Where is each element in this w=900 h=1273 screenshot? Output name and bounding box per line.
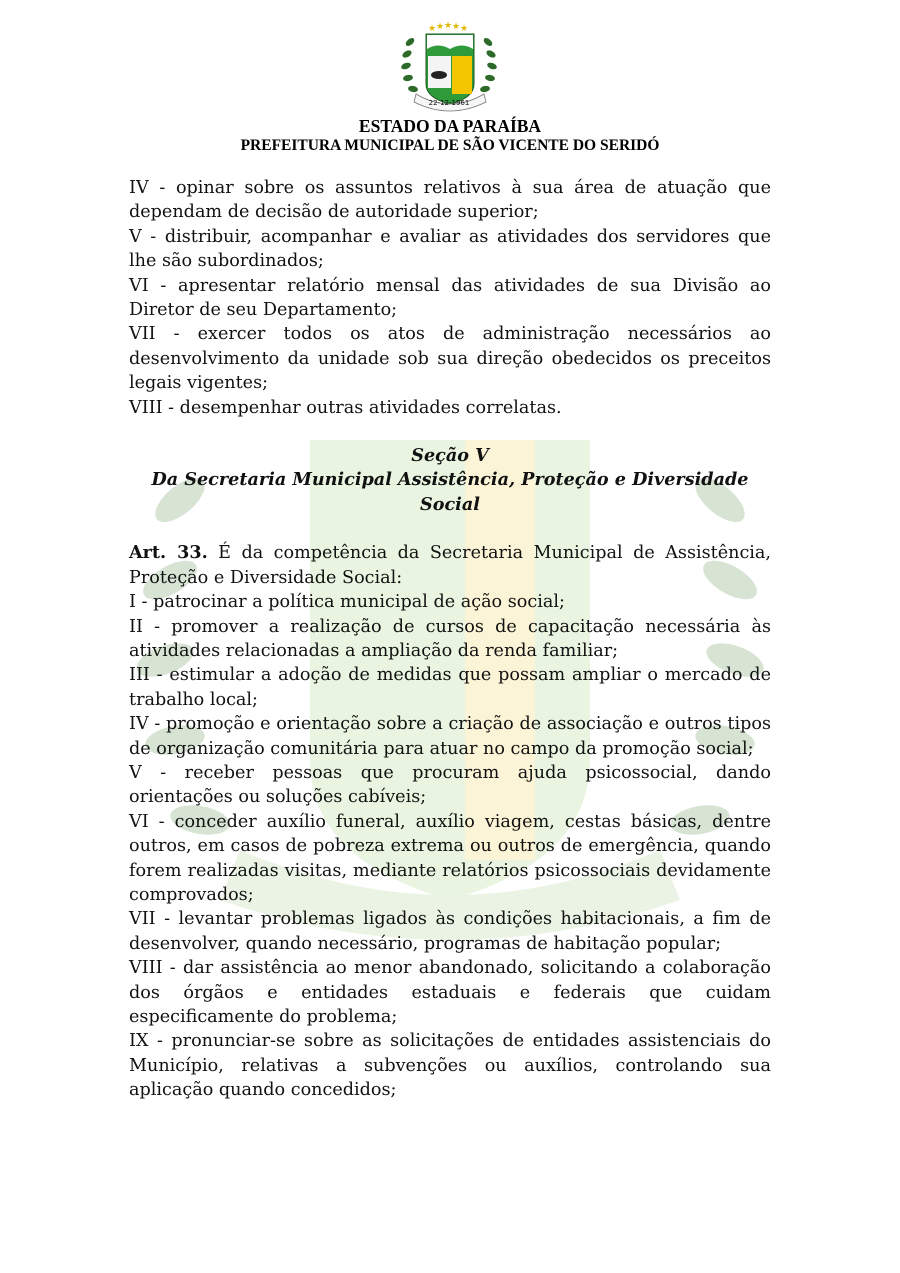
header-state: ESTADO DA PARAÍBA [358, 116, 542, 136]
spacer [129, 517, 771, 541]
paragraph: VIII - dar assistência ao menor abandonado, solicitando a colaboração dos órgãos e entidades estaduais e federais que cuidam especificamente do problema; [129, 958, 771, 1027]
paragraph: VI - conceder auxílio funeral, auxílio viagem, cestas básicas, dentre outros, em casos de pobreza extrema ou outros de emergência, quando forem realizadas visitas, mediante relatórios psicossociais devidamente comprovados; [129, 811, 771, 905]
paragraph: V - distribuir, acompanhar e avaliar as atividades dos servidores que lhe são subordinados; [129, 226, 771, 272]
document-body [129, 176, 771, 1103]
crest-branch-left [400, 36, 418, 92]
municipal-crest [398, 20, 500, 112]
paragraph: VII - levantar problemas ligados às condições habitacionais, a fim de desenvolver, quando necessário, programas de habitação popular; [129, 909, 771, 954]
paragraph: VIII - desempenhar outras atividades correlatas. [129, 397, 562, 418]
crest-date: 22-12-1961 [428, 99, 470, 107]
paragraph: I - patrocinar a política municipal de ação social; [129, 592, 565, 613]
crest-stars [428, 21, 468, 34]
paragraph: III - estimular a adoção de medidas que possam ampliar o mercado de trabalho local; [129, 665, 771, 710]
svg-text:★: ★ [436, 22, 445, 32]
svg-text:★: ★ [444, 21, 453, 31]
article-heading [129, 541, 771, 590]
paragraph: IV - opinar sobre os assuntos relativos à sua área de atuação que dependam de decisão de autoridade superior; [129, 178, 771, 223]
spacer [129, 420, 771, 444]
paragraph: VII - exercer todos os atos de administração necessários ao desenvolvimento da unidade sob sua direção obedecidos os preceitos legais vigentes; [129, 324, 771, 394]
crest-branch-right [480, 36, 498, 92]
header-prefecture: PREFEITURA MUNICIPAL DE SÃO VICENTE DO SERIDÓ [240, 137, 660, 154]
paragraph: VI - apresentar relatório mensal das atividades de sua Divisão ao Diretor de seu Departamento; [129, 275, 771, 321]
paragraph: II - promover a realização de cursos de capacitação necessária às atividades relacionadas a ampliação da renda familiar; [129, 616, 771, 661]
svg-text:★: ★ [460, 24, 469, 34]
section-title: Da Secretaria Municipal Assistência, Proteção e Diversidade Social [151, 469, 749, 515]
section-number: Seção V [411, 445, 489, 467]
crest-cow-icon [431, 71, 447, 79]
svg-text:★: ★ [428, 24, 437, 34]
crest-shield-yellow [452, 56, 472, 94]
article-text: É da competência da Secretaria Municipal de Assistência, Proteção e Diversidade Social: [129, 543, 772, 588]
paragraph: IX - pronunciar-se sobre as solicitações de entidades assistenciais do Município, relativas a subvenções ou auxílios, controlando sua aplicação quando concedidos; [129, 1031, 771, 1101]
svg-text:★: ★ [452, 22, 461, 32]
paragraph: V - receber pessoas que procuram ajuda psicossocial, dando orientações ou soluções cabíveis; [129, 762, 771, 808]
paragraph: IV - promoção e orientação sobre a criação de associação e outros tipos de organização comunitária para atuar no campo da promoção social; [129, 714, 771, 759]
article-label: Art. 33. [129, 542, 208, 564]
